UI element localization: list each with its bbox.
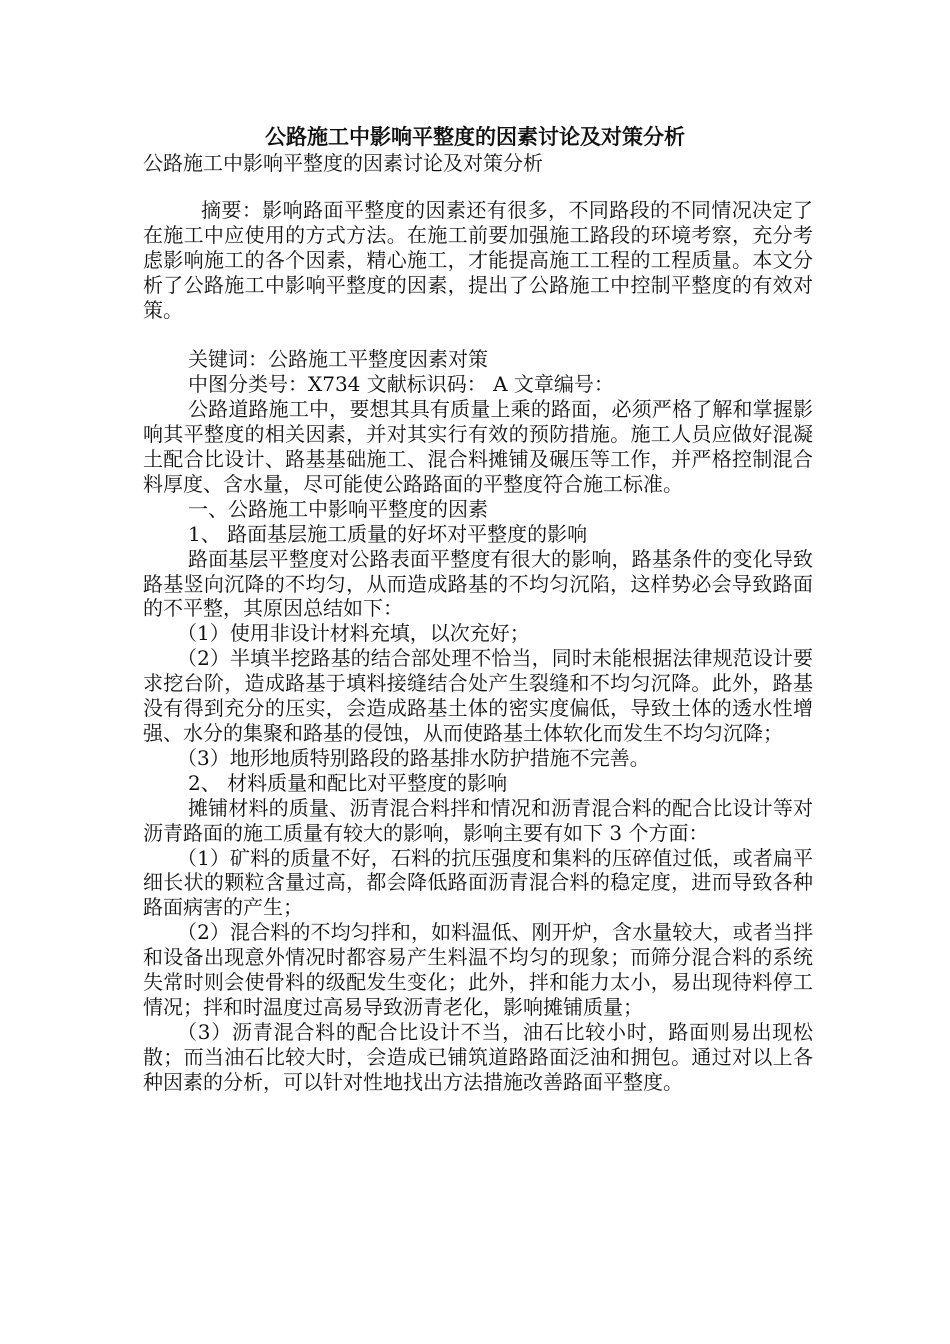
- document-subtitle: 公路施工中影响平整度的因素讨论及对策分析: [143, 151, 543, 175]
- blank-line: [143, 323, 813, 348]
- list-item: （1）矿料的质量不好，石料的抗压强度和集料的压碎值过低，或者扁平细长状的颗粒含量过高，都会降低路面沥青混合料的稳定度，进而导致各种路面病害的产生；: [143, 845, 813, 920]
- list-item: （3）沥青混合料的配合比设计不当，油石比较小时，路面则易出现松散；而当油石比较大时，会造成已铺筑道路路面泛油和拥包。通过对以上各种因素的分析，可以针对性地找出方法措施改善路面平整度。: [143, 1019, 813, 1094]
- abstract-paragraph: 摘要：影响路面平整度的因素还有很多，不同路段的不同情况决定了在施工中应使用的方式方法。在施工前要加强施工路段的环境考察，充分考虑影响施工的各个因素，精心施工，才能提高施工工程的工程质量。本文分析了公路施工中影响平整度的因素，提出了公路施工中控制平整度的有效对策。: [143, 198, 813, 322]
- subsection-heading: 2、 材料质量和配比对平整度的影响: [188, 770, 508, 795]
- classification-line: 中图分类号：X734 文献标识码： A 文章编号：: [188, 372, 614, 397]
- document-body: [143, 198, 813, 1095]
- section-heading: 一、公路施工中影响平整度的因素: [188, 496, 488, 521]
- list-item: （2）混合料的不均匀拌和，如料温低、刚开炉，含水量较大，或者当拌和设备出现意外情况时都容易产生料温不均匀的现象；而筛分混合料的系统失常时则会使骨料的级配发生变化；此外，拌和能力太小，易出现待料停工情况；拌和时温度过高易导致沥青老化，影响摊铺质量；: [143, 920, 813, 1019]
- list-item: （3）地形地质特别路段的路基排水防护措施不完善。: [177, 745, 650, 770]
- document-title: 公路施工中影响平整度的因素讨论及对策分析: [265, 124, 685, 149]
- list-item: （2）半填半挖路基的结合部处理不恰当，同时未能根据法律规范设计要求挖台阶，造成路基于填料接缝结合处产生裂缝和不均匀沉降。此外，路基没有得到充分的压实，会造成路基土体的密实度偏低，导致土体的透水性增强、水分的集聚和路基的侵蚀，从而使路基土体软化而发生不均匀沉降；: [143, 646, 813, 746]
- subsection-heading: 1、 路面基层施工质量的好坏对平整度的影响: [188, 521, 588, 546]
- body-paragraph: 摊铺材料的质量、沥青混合料拌和情况和沥青混合料的配合比设计等对沥青路面的施工质量有较大的影响，影响主要有如下 3 个方面：: [143, 795, 813, 845]
- list-item: （1）使用非设计材料充填，以次充好；: [177, 621, 530, 646]
- body-paragraph: 路面基层平整度对公路表面平整度有很大的影响，路基条件的变化导致路基竖向沉降的不均匀，从而造成路基的不均匀沉陷，这样势必会导致路面的不平整，其原因总结如下：: [143, 546, 813, 621]
- intro-paragraph: 公路道路施工中，要想其具有质量上乘的路面，必须严格了解和掌握影响其平整度的相关因素，并对其实行有效的预防措施。施工人员应做好混凝土配合比设计、路基基础施工、混合料摊铺及碾压等工作，并严格控制混合料厚度、含水量，尽可能使公路路面的平整度符合施工标准。: [143, 397, 813, 496]
- keywords-line: 关键词：公路施工平整度因素对策: [188, 347, 488, 372]
